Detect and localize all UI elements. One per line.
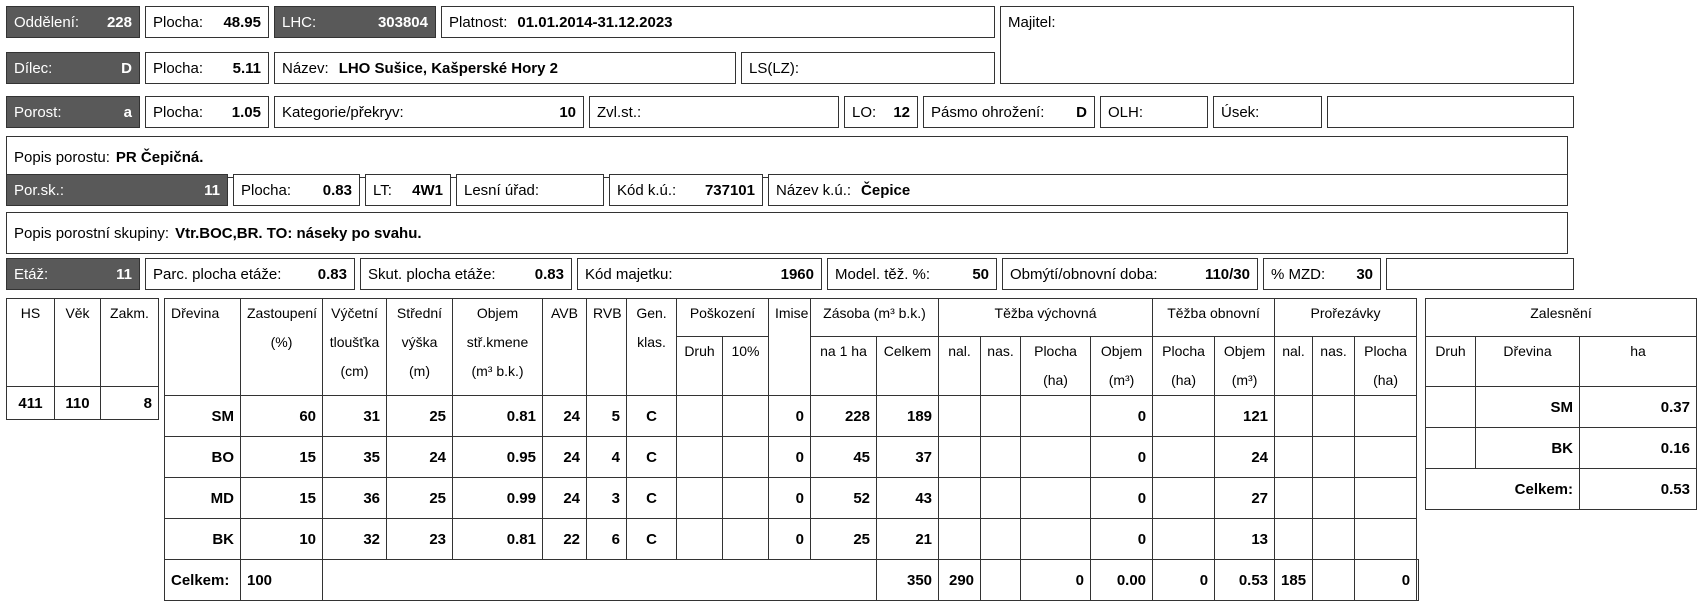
pr-nal-cell <box>1275 396 1313 437</box>
zvl-cell <box>589 96 839 128</box>
to-plocha-cell <box>1153 478 1215 519</box>
zasoba-celkem-cell: 21 <box>877 519 939 560</box>
pr-nas-cell <box>1313 396 1355 437</box>
row-porost <box>6 96 1698 128</box>
to-plocha-cell <box>1153 396 1215 437</box>
tv-objem-cell: 0 <box>1091 519 1153 560</box>
tv-plocha-header-l2: (ha) <box>1043 372 1068 388</box>
druh-cell <box>677 437 723 478</box>
gen-header-l1: Gen. <box>636 305 667 321</box>
objem-cell: 0.95 <box>453 437 543 478</box>
ls-cell <box>741 52 995 84</box>
imise-header: Imise <box>769 299 811 396</box>
to-plocha-header-l1: Plocha <box>1162 343 1205 359</box>
tv-plocha-header <box>1021 337 1091 396</box>
species-rows <box>165 396 1419 560</box>
usek-label: Úsek: <box>1221 103 1260 121</box>
total-pr-nal <box>1313 560 1355 601</box>
pr-nal-cell <box>1275 478 1313 519</box>
platnost-cell <box>441 6 995 38</box>
prorezavky-header: Prořezávky <box>1275 299 1417 337</box>
total-pr-plocha <box>1417 560 1419 601</box>
objem-cell: 0.81 <box>453 519 543 560</box>
to-objem-header-l2: (m³) <box>1231 372 1258 388</box>
total-label: Celkem: <box>165 560 241 601</box>
vyska-cell: 24 <box>387 437 453 478</box>
oddeleni-label: Oddělení: <box>14 13 80 31</box>
skut-plocha-value: 0.83 <box>534 265 564 283</box>
nazev-cell <box>274 52 736 84</box>
tezba-obnovni-header: Těžba obnovní <box>1153 299 1275 337</box>
to-objem-cell: 13 <box>1215 519 1275 560</box>
tezba-vychovna-header: Těžba výchovná <box>939 299 1153 337</box>
tv-objem-header-l2: (m³) <box>1108 372 1135 388</box>
zakm-header: Zakm. <box>101 299 159 387</box>
zal-total-label: Celkem: <box>1426 469 1580 510</box>
tloustka-cell: 36 <box>323 478 387 519</box>
popis-porostu-value: PR Čepičná. <box>115 148 204 166</box>
to-objem-header <box>1215 337 1275 396</box>
plocha-label: Plocha: <box>153 59 204 77</box>
vek-header: Věk <box>55 299 101 387</box>
kod-ku-label: Kód k.ú.: <box>617 181 677 199</box>
lo-label: LO: <box>852 103 877 121</box>
popis-skupiny-cell <box>6 212 1568 254</box>
nazev-ku-value: Čepice <box>861 181 911 199</box>
objem-cell: 0.99 <box>453 478 543 519</box>
vyska-cell: 25 <box>387 478 453 519</box>
table-row <box>1426 387 1697 428</box>
zal-druh-cell <box>1426 428 1476 469</box>
tv-objem-cell: 0 <box>1091 478 1153 519</box>
etaz-label: Etáž: <box>14 265 49 283</box>
zastoupeni-cell: 15 <box>241 478 323 519</box>
platnost-value: 01.01.2014-31.12.2023 <box>517 13 673 31</box>
tv-plocha-header-l1: Plocha <box>1034 343 1077 359</box>
tv-nas-cell <box>981 519 1021 560</box>
total-tv-nal <box>981 560 1021 601</box>
total-row <box>165 560 1419 601</box>
obmyti-cell <box>1002 258 1258 290</box>
vycetni-header-l2: tloušťka <box>329 334 380 350</box>
avb-cell: 24 <box>543 437 587 478</box>
objem-header <box>453 299 543 396</box>
porost-plocha-cell <box>145 96 269 128</box>
zasoba-celkem-cell: 189 <box>877 396 939 437</box>
popis-skupiny-value: Vtr.BOC,BR. TO: náseky po svahu. <box>175 224 422 242</box>
tv-objem-cell: 0 <box>1091 396 1153 437</box>
table-row <box>1426 428 1697 469</box>
dilec-plocha-cell <box>145 52 269 84</box>
pr-nal-cell <box>1275 437 1313 478</box>
row-oddeleni <box>6 6 1698 38</box>
rvb-cell: 4 <box>587 437 627 478</box>
tv-nal-cell <box>939 437 981 478</box>
etaz-value: 11 <box>116 265 132 283</box>
dilec-cell <box>6 52 140 84</box>
oddeleni-plocha-cell <box>145 6 269 38</box>
lt-value: 4W1 <box>412 181 443 199</box>
pr-nal-header: nal. <box>1275 337 1313 396</box>
table-row <box>165 437 1419 478</box>
tv-nal-header: nal. <box>939 337 981 396</box>
etaz-empty-cell <box>1386 258 1574 290</box>
zvl-label: Zvl.st.: <box>597 103 642 121</box>
avb-cell: 24 <box>543 396 587 437</box>
to-plocha-header <box>1153 337 1215 396</box>
lhc-label: LHC: <box>282 13 317 31</box>
pr-plocha-header <box>1355 337 1417 396</box>
nazev-ku-cell <box>768 174 1568 206</box>
parc-plocha-value: 0.83 <box>317 265 347 283</box>
kod-majetku-value: 1960 <box>780 265 814 283</box>
zastoupeni-cell: 10 <box>241 519 323 560</box>
porsk-value: 11 <box>204 181 220 199</box>
porsk-plocha-cell <box>233 174 360 206</box>
ls-label: LS(LZ): <box>749 59 800 77</box>
vek-value: 110 <box>55 387 101 420</box>
zastoupeni-header-l2: (%) <box>270 334 293 350</box>
avb-cell: 22 <box>543 519 587 560</box>
row-popis-porostu <box>6 136 1568 178</box>
plocha-label: Plocha: <box>241 181 292 199</box>
total-pr-nas: 0 <box>1355 560 1417 601</box>
kategorie-value: 10 <box>559 103 576 121</box>
tv-nal-cell <box>939 396 981 437</box>
imise-cell: 0 <box>769 437 811 478</box>
popis-porostu-label: Popis porostu: <box>14 148 110 166</box>
tv-objem-header <box>1091 337 1153 396</box>
kategorie-label: Kategorie/překryv: <box>282 103 404 121</box>
kod-majetku-cell <box>577 258 822 290</box>
zastoupeni-header <box>241 299 323 396</box>
popis-porostu-cell <box>6 136 1568 178</box>
gen-cell: C <box>627 519 677 560</box>
tv-nas-cell <box>981 396 1021 437</box>
popis-skupiny-label: Popis porostní skupiny: <box>14 224 170 242</box>
rvb-header: RVB <box>587 299 627 396</box>
tv-nas-cell <box>981 437 1021 478</box>
zastoupeni-header-l1: Zastoupení <box>247 305 318 321</box>
pr-nas-cell <box>1313 519 1355 560</box>
gen-cell: C <box>627 396 677 437</box>
plocha-label: Plocha: <box>153 103 204 121</box>
kod-majetku-label: Kód majetku: <box>585 265 673 283</box>
druh-header: Druh <box>677 337 723 396</box>
lt-label: LT: <box>373 181 392 199</box>
porsk-label: Por.sk.: <box>14 181 65 199</box>
tv-nas-cell <box>981 478 1021 519</box>
vycetni-header <box>323 299 387 396</box>
usek-cell <box>1213 96 1322 128</box>
imise-cell: 0 <box>769 478 811 519</box>
pasmo-value: D <box>1076 103 1087 121</box>
to-plocha-header-l2: (ha) <box>1171 372 1196 388</box>
zasoba-celkem-header: Celkem <box>877 337 939 396</box>
pr-plocha-cell <box>1355 478 1417 519</box>
zal-ha-cell: 0.37 <box>1580 387 1697 428</box>
rvb-cell: 6 <box>587 519 627 560</box>
stredni-header-l3: (m) <box>409 363 430 379</box>
total-na1ha: 350 <box>877 560 939 601</box>
pr-plocha-header-l2: (ha) <box>1373 372 1398 388</box>
zasoba-celkem-cell: 43 <box>877 478 939 519</box>
stredni-header <box>387 299 453 396</box>
oddeleni-value: 228 <box>106 13 132 31</box>
lesni-urad-label: Lesní úřad: <box>464 181 540 199</box>
dilec-label: Dílec: <box>14 59 53 77</box>
row-popis-skupiny <box>6 212 1568 254</box>
lo-value: 12 <box>893 103 910 121</box>
to-objem-cell: 27 <box>1215 478 1275 519</box>
species-cell: MD <box>165 478 241 519</box>
objem-header-l2: stř.kmene <box>466 334 529 350</box>
tloustka-cell: 31 <box>323 396 387 437</box>
to-plocha-cell <box>1153 519 1215 560</box>
zal-drevina-header: Dřevina <box>1476 337 1580 387</box>
model-tez-cell <box>827 258 997 290</box>
drevina-header: Dřevina <box>165 299 241 396</box>
to-objem-header-l1: Objem <box>1223 343 1266 359</box>
model-tez-value: 50 <box>972 265 989 283</box>
tv-objem-cell: 0 <box>1091 437 1153 478</box>
porost-cell <box>6 96 140 128</box>
porost-value: a <box>123 103 132 121</box>
tv-nas-header: nas. <box>981 337 1021 396</box>
na1ha-header: na 1 ha <box>811 337 877 396</box>
tv-nal-cell <box>939 478 981 519</box>
zal-ha-cell: 0.16 <box>1580 428 1697 469</box>
skut-plocha-cell <box>360 258 572 290</box>
zalesneni-rows <box>1426 387 1697 469</box>
gen-cell: C <box>627 478 677 519</box>
table-row <box>165 396 1419 437</box>
tv-plocha-cell <box>1021 478 1091 519</box>
oddeleni-cell <box>6 6 140 38</box>
gen-cell: C <box>627 437 677 478</box>
poskozeni-10-header: 10% <box>723 337 769 396</box>
obmyti-value: 110/30 <box>1204 265 1250 283</box>
zal-drevina-cell: SM <box>1476 387 1580 428</box>
pr-plocha-cell <box>1355 396 1417 437</box>
stredni-header-l1: Střední <box>396 305 443 321</box>
rvb-cell: 5 <box>587 396 627 437</box>
tv-plocha-cell <box>1021 519 1091 560</box>
zal-total-ha: 0.53 <box>1580 469 1697 510</box>
plocha-label: Plocha: <box>153 13 204 31</box>
poskozeni-header: Poškození <box>677 299 769 337</box>
kategorie-cell <box>274 96 584 128</box>
druh-cell <box>677 519 723 560</box>
nazev-value: LHO Sušice, Kašperské Hory 2 <box>338 59 558 77</box>
rvb-cell: 3 <box>587 478 627 519</box>
plocha-value: 48.95 <box>223 13 261 31</box>
total-zasoba-celkem: 290 <box>939 560 981 601</box>
zasoba-header: Zásoba (m³ b.k.) <box>811 299 939 337</box>
vyska-cell: 23 <box>387 519 453 560</box>
tloustka-cell: 32 <box>323 519 387 560</box>
druh-cell <box>677 478 723 519</box>
zal-druh-cell <box>1426 387 1476 428</box>
mzd-value: 30 <box>1356 265 1373 283</box>
lesni-urad-cell <box>456 174 604 206</box>
tloustka-cell: 35 <box>323 437 387 478</box>
porost-label: Porost: <box>14 103 62 121</box>
gen-header <box>627 299 677 396</box>
na1ha-cell: 228 <box>811 396 877 437</box>
objem-header-l3: (m³ b.k.) <box>471 363 524 379</box>
obmyti-label: Obmýtí/obnovní doba: <box>1010 265 1158 283</box>
kod-ku-cell <box>609 174 763 206</box>
tv-plocha-cell <box>1021 396 1091 437</box>
nazev-label: Název: <box>282 59 329 77</box>
olh-label: OLH: <box>1108 103 1144 121</box>
pr-plocha-cell <box>1355 519 1417 560</box>
hs-header: HS <box>7 299 55 387</box>
hs-value: 411 <box>7 387 55 420</box>
total-tv-objem: 0 <box>1153 560 1215 601</box>
zal-total-row <box>1426 469 1697 510</box>
zakm-value: 8 <box>101 387 159 420</box>
objem-header-l1: Objem <box>476 305 519 321</box>
to-plocha-cell <box>1153 437 1215 478</box>
model-tez-label: Model. těž. %: <box>835 265 931 283</box>
vyska-cell: 25 <box>387 396 453 437</box>
tv-objem-header-l1: Objem <box>1100 343 1143 359</box>
lo-cell <box>844 96 918 128</box>
tree-species-table <box>164 298 1419 601</box>
poskozeni-10-cell <box>723 396 769 437</box>
lt-cell <box>365 174 451 206</box>
etaz-cell <box>6 258 140 290</box>
zalesneni-header: Zalesnění <box>1426 299 1697 337</box>
total-empty <box>323 560 877 601</box>
zalesneni-table <box>1425 298 1697 510</box>
lhc-value: 303804 <box>377 13 428 31</box>
pasmo-label: Pásmo ohrožení: <box>931 103 1045 121</box>
vycetni-header-l3: (cm) <box>340 363 369 379</box>
porsk-cell <box>6 174 228 206</box>
lhc-cell <box>274 6 436 38</box>
na1ha-cell: 52 <box>811 478 877 519</box>
pr-nal-cell <box>1275 519 1313 560</box>
poskozeni-10-cell <box>723 519 769 560</box>
poskozeni-10-cell <box>723 437 769 478</box>
tv-plocha-cell <box>1021 437 1091 478</box>
total-to-objem: 185 <box>1275 560 1313 601</box>
zastoupeni-cell: 15 <box>241 437 323 478</box>
imise-cell: 0 <box>769 396 811 437</box>
row-etaz <box>6 258 1698 290</box>
pr-plocha-cell <box>1355 437 1417 478</box>
avb-cell: 24 <box>543 478 587 519</box>
olh-cell <box>1100 96 1208 128</box>
total-tv-plocha: 0.00 <box>1091 560 1153 601</box>
mzd-cell <box>1263 258 1381 290</box>
zal-druh-header: Druh <box>1426 337 1476 387</box>
kod-ku-value: 737101 <box>704 181 755 199</box>
zal-ha-header: ha <box>1580 337 1697 387</box>
row-dilec <box>6 52 1698 84</box>
gen-header-l2: klas. <box>637 334 666 350</box>
pr-nas-cell <box>1313 478 1355 519</box>
zasoba-celkem-cell: 37 <box>877 437 939 478</box>
table-row <box>165 519 1419 560</box>
majitel-label: Majitel: <box>1008 14 1056 31</box>
pasmo-cell <box>923 96 1095 128</box>
dilec-value: D <box>121 59 132 77</box>
plocha-value: 1.05 <box>231 103 261 121</box>
usek-value-cell <box>1327 96 1574 128</box>
poskozeni-10-cell <box>723 478 769 519</box>
objem-cell: 0.81 <box>453 396 543 437</box>
table-row <box>165 478 1419 519</box>
tv-nal-cell <box>939 519 981 560</box>
total-to-plocha: 0.53 <box>1215 560 1275 601</box>
platnost-label: Platnost: <box>449 13 508 31</box>
avb-header: AVB <box>543 299 587 396</box>
stand-age-table <box>6 298 159 420</box>
row-porsk <box>6 174 1698 206</box>
to-objem-cell: 24 <box>1215 437 1275 478</box>
pr-plocha-header-l1: Plocha <box>1364 343 1407 359</box>
pr-nas-cell <box>1313 437 1355 478</box>
parc-plocha-cell <box>145 258 355 290</box>
vycetni-header-l1: Výčetní <box>331 305 378 321</box>
imise-cell: 0 <box>769 519 811 560</box>
species-cell: SM <box>165 396 241 437</box>
total-zastoupeni: 100 <box>241 560 323 601</box>
total-tv-nas: 0 <box>1021 560 1091 601</box>
species-cell: BO <box>165 437 241 478</box>
stredni-header-l2: výška <box>401 334 438 350</box>
nazev-ku-label: Název k.ú.: <box>776 181 852 199</box>
plocha-value: 5.11 <box>232 59 261 77</box>
to-objem-cell: 121 <box>1215 396 1275 437</box>
mzd-label: % MZD: <box>1271 265 1326 283</box>
parc-plocha-label: Parc. plocha etáže: <box>153 265 282 283</box>
species-cell: BK <box>165 519 241 560</box>
druh-cell <box>677 396 723 437</box>
plocha-value: 0.83 <box>322 181 352 199</box>
na1ha-cell: 45 <box>811 437 877 478</box>
zastoupeni-cell: 60 <box>241 396 323 437</box>
skut-plocha-label: Skut. plocha etáže: <box>368 265 496 283</box>
zal-drevina-cell: BK <box>1476 428 1580 469</box>
na1ha-cell: 25 <box>811 519 877 560</box>
pr-nas-header: nas. <box>1313 337 1355 396</box>
